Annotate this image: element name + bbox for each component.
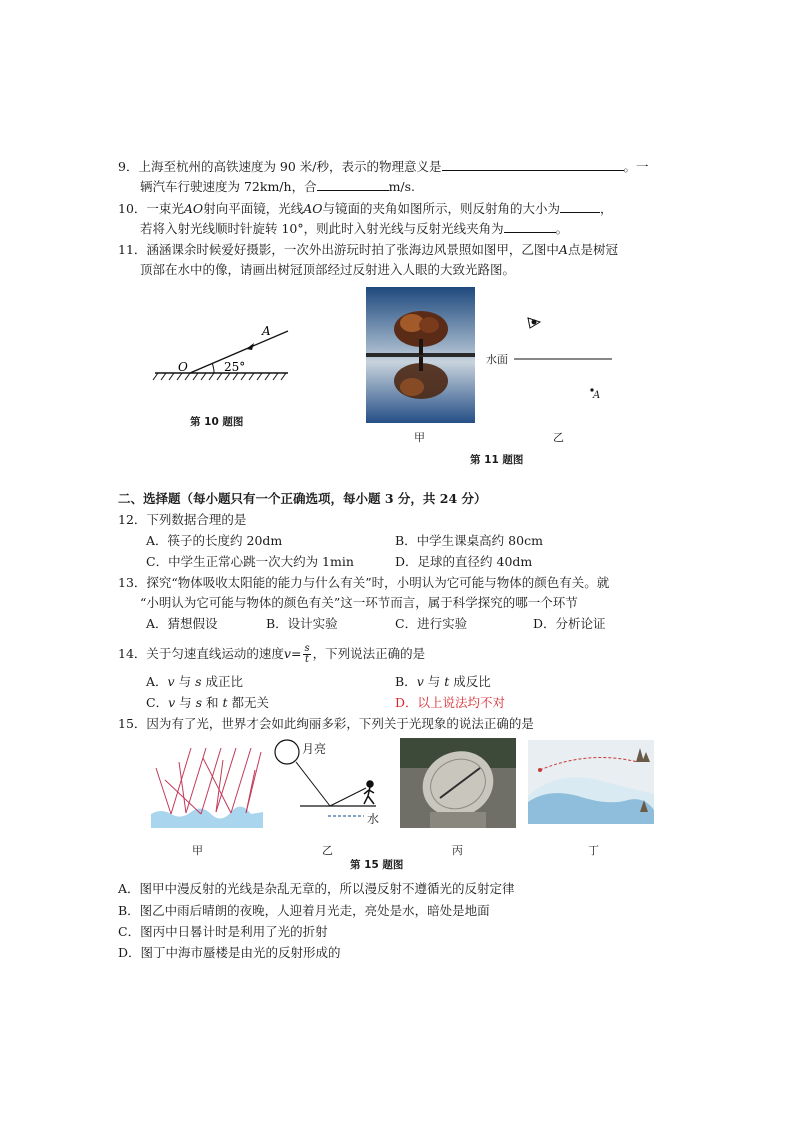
q15-option-c[interactable]: C．图丙中日晷计时是利用了光的折射: [118, 924, 328, 939]
q10-text-e: 若将入射光线顺时针旋转 10°，则此时入射光线与反射光线夹角为: [140, 221, 504, 236]
q14-b-v: v: [416, 674, 424, 689]
q14-c-v: v: [168, 695, 176, 710]
q13-option-a[interactable]: A．猜想假设: [146, 616, 218, 631]
q14-option-c[interactable]: [146, 694, 269, 712]
figure-15-sub-bing: 丙: [452, 844, 463, 857]
q13-option-d[interactable]: D．分析论证: [533, 616, 606, 631]
figure-15-caption: 第 15 题图: [350, 859, 404, 871]
q14-equals: =: [290, 646, 302, 661]
section-2-title: 二、选择题（每小题只有一个正确选项，每小题 3 分，共 24 分）: [118, 491, 487, 506]
figure-15-ding-mirage: [528, 740, 654, 824]
q14-stem: [118, 641, 425, 667]
q10-blank-1[interactable]: [560, 200, 600, 213]
label-water-surface: 水面: [486, 353, 508, 366]
q14-b-mid: 与: [427, 674, 441, 689]
q14-c-s: s: [195, 695, 203, 710]
q9-text-c: 辆汽车行驶速度为 72km/h，合: [140, 179, 317, 194]
q11-text-b: 点是树冠: [567, 242, 618, 257]
q11-point-a: A: [558, 242, 568, 257]
q14-b-pre: B．: [395, 674, 417, 689]
q14-c-post: 都无关: [231, 695, 270, 710]
q14-option-b[interactable]: [395, 673, 491, 691]
q13-option-c[interactable]: C．进行实验: [395, 616, 468, 631]
q9-line2: [140, 178, 415, 196]
angle-arc: [212, 363, 214, 373]
q12-option-a[interactable]: A．筷子的长度约 20dm: [146, 533, 283, 548]
q10-text-b: 射向平面镜，光线: [203, 201, 304, 216]
figure-11-caption: 第 11 题图: [470, 454, 524, 466]
q11-text-a: 11．涵涵课余时候爱好摄影，一次外出游玩时拍了张海边风景照如图甲，乙图中: [118, 242, 559, 257]
q14-stem-text-b: ，下列说法正确的是: [312, 646, 426, 661]
q14-a-mid: 与: [178, 674, 192, 689]
figure-11-sub-yi: 乙: [553, 431, 564, 444]
reflected-ray: [330, 788, 366, 806]
q14-fraction-num: s: [304, 643, 310, 654]
q14-fraction: [303, 644, 310, 665]
q14-b-post: 成反比: [453, 674, 491, 689]
q12-option-b[interactable]: B．中学生课桌高约 80cm: [395, 533, 543, 548]
q14-option-a[interactable]: [146, 673, 243, 691]
q10-blank-2[interactable]: [504, 220, 556, 233]
q10-text-a: 10．一束光: [118, 201, 184, 216]
q11-text-c: 顶部在水中的像，请画出树冠顶部经过反射进入人眼的大致光路图。: [140, 262, 516, 277]
figure-11-sub-jia: 甲: [414, 431, 425, 444]
q9-text-b: 。一: [623, 159, 649, 174]
walking-person-icon: [364, 781, 374, 804]
q13-line2: “小明认为它可能与物体的颜色有关”这一环节而言，属于科学探究的哪一个环节: [140, 595, 578, 610]
q11-line1: [118, 241, 618, 259]
light-rays: [156, 748, 261, 814]
q14-a-v: v: [167, 674, 175, 689]
q10-ao2: AO: [303, 201, 323, 216]
q14-fraction-den: t: [305, 654, 310, 665]
q12-option-c[interactable]: C．中学生正常心跳一次大约为 1min: [146, 554, 354, 569]
q10-text-f: 。: [555, 221, 569, 236]
label-water: 水: [367, 812, 380, 826]
q14-a-post: 成正比: [205, 674, 243, 689]
figure-15-sub-ding: 丁: [588, 844, 599, 857]
moon-icon: [275, 740, 299, 764]
q15-stem: 15．因为有了光，世界才会如此绚丽多彩，下列关于光现象的说法正确的是: [118, 716, 534, 731]
label-a: A: [262, 324, 271, 338]
q14-option-d[interactable]: D．以上说法均不对: [395, 695, 506, 710]
q14-c-mid: 与: [179, 695, 192, 710]
q14-var-v: v: [283, 646, 291, 661]
q12-option-d[interactable]: D．足球的直径约 40dm: [395, 554, 533, 569]
ray-arrowhead: [246, 343, 254, 350]
q14-a-s: s: [195, 674, 202, 689]
q14-a-pre: A．: [146, 674, 168, 689]
q10-text-c: 与镜面的夹角如图所示，则反射角的大小为: [322, 201, 560, 216]
eye-icon: [528, 318, 540, 328]
figure-15-sub-jia: 甲: [192, 844, 203, 857]
q13-line1: 13．探究“物体吸收太阳能的能力与什么有关”时，小明认为它可能与物体的颜色有关。就: [118, 575, 610, 590]
q10-ao: AO: [183, 201, 204, 216]
figure-15-sub-yi: 乙: [322, 844, 333, 857]
q15-option-a[interactable]: A．图甲中漫反射的光线是杂乱无章的，所以漫反射不遵循光的反射定律: [118, 881, 515, 896]
figure-11-photo-jia: [366, 287, 475, 423]
q12-stem: 12．下列数据合理的是: [118, 512, 247, 527]
q9-text-a: 9．上海至杭州的高铁速度为 90 米/秒，表示的物理意义是: [118, 159, 442, 174]
q14-stem-text: 14．关于匀速直线运动的速度: [118, 646, 284, 661]
q11-line2: [140, 261, 515, 279]
q9-line1: [118, 158, 649, 176]
q10-line2: [140, 220, 568, 238]
q14-c-t: t: [222, 695, 228, 710]
figure-15-jia-diffuse-reflection: [151, 740, 263, 828]
q9-text-d: m/s.: [388, 179, 416, 194]
q13-option-b[interactable]: B．设计实验: [266, 616, 338, 631]
figure-10-mirror-diagram: [150, 315, 295, 387]
label-angle: 25°: [224, 360, 246, 374]
q15-option-d[interactable]: D．图丁中海市蜃楼是由光的反射形成的: [118, 945, 341, 960]
q15-option-b[interactable]: B．图乙中雨后晴朗的夜晚，人迎着月光走，亮处是水，暗处是地面: [118, 903, 490, 918]
q14-b-t: t: [444, 674, 450, 689]
label-o: O: [178, 360, 188, 374]
q14-c-pre: C．: [146, 695, 169, 710]
q10-line1: [118, 200, 613, 218]
observer-dot: [538, 768, 542, 772]
tree-trunk: [419, 339, 423, 355]
figure-15-bing-sundial-photo: [400, 738, 516, 828]
moon-ray: [296, 762, 330, 806]
label-point-a: A: [593, 390, 601, 401]
q9-blank-1[interactable]: [442, 158, 624, 171]
q14-c-and: 和: [206, 695, 219, 710]
label-moon: 月亮: [302, 742, 327, 756]
figure-10-caption: 第 10 题图: [190, 416, 244, 428]
q10-text-d: ，: [600, 201, 613, 216]
q9-blank-2[interactable]: [317, 178, 389, 191]
mirror-hatching: [153, 373, 286, 380]
